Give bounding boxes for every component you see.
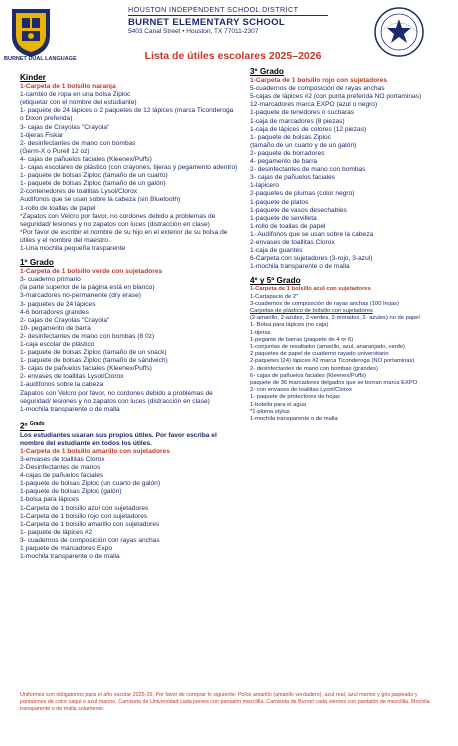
section-title-number: 2º [20,421,28,431]
section-title: 1º Grado [20,258,54,268]
section-title [20,420,238,431]
school-header [128,5,328,35]
list-item: 3-cuadernos de composición de rayas anchas (100 hojas) [250,300,399,307]
list-item: 1-Cartapacio de 2" [250,293,299,300]
list-item: 1-lapicero [250,182,279,190]
district-seal-icon [373,6,425,58]
list-item: (tamaño de un cuarto y de un galón) [250,141,357,149]
list-item: 1- paquete de 24 lápices o 2 paquetes de 12 lápices (marca Ticonderoga o Dixon preferida) [20,107,234,123]
list-item: 4-cajas de pañuelos faciales [20,472,104,480]
list-item: 2- desinfectantes de mano con bombas [250,166,366,174]
list-item: 2- paquete de borradores [250,149,325,157]
section-grado-2 [20,420,238,561]
list-item: 1-paquete de platos [250,198,309,206]
list-item: 1-bolsa para lápices [20,496,80,504]
section-grado-1 [20,259,238,414]
logo-label: BURNET DUAL LANGUAGE [4,56,77,62]
list-item: 4-6 borradores grandes [20,308,89,316]
list-item: 1-caja de marcadores (8 piezas) [250,117,345,125]
right-column [250,68,450,429]
section-title: 3º Grado [250,67,284,76]
list-item: 2-envases de toallitas Clorox [250,238,335,246]
list-item: 2-paquetes de plumas (color negro) [250,190,355,198]
list-item: 3-envases de toallitas Clorox [20,455,105,463]
list-item: 1-rollo de toallas de papel [20,204,96,212]
list-item: 1- cajas escolares de plástico (con crayones, tijeras y pegamento adentro) [20,164,238,172]
list-item: 2-Desinfectantes de manos [20,464,101,472]
list-item: 1-tijeras Fiskar [20,131,64,139]
school-name: BURNET ELEMENTARY SCHOOL [128,15,328,28]
section-title: 4º y 5º Grado [250,276,301,286]
list-item: 1-rollo de toallas de papel [250,222,326,230]
section-grado-3 [250,68,450,271]
list-item: 1-paquete de servilleta [250,214,317,222]
list-item: 1-caja de guantes [250,247,303,255]
list-item: 1-Carpeta de 1 bolsillo verde con sujetadores [20,268,163,276]
list-item: 12-marcadores marca EXPO (azul o negro) [250,101,378,109]
list-item: 1-paquete de bolsas Ziploc (galón) [20,488,122,496]
list-item: *Por favor de escribir el nombre de su hijo en el exterior de su bolsa de útiles y el nombre del maestro. [20,228,228,244]
list-item: 1-pegante de barras (paquete de 4 or 6) [250,336,354,343]
list-item: 5-cajas de lápices #2 (con punta preferida NO portaminas) [250,93,422,101]
list-item: 10- pegamento de barra [20,324,91,332]
list-item: (etiquetar con el nombre del estudiante) [20,99,137,107]
list-item: 1-conjuntas de resaltador (amarillo, azul, anaranjado, verde) [250,344,405,351]
list-item: Carpetas de plástico de bolsillo con sujetadores [250,308,373,315]
list-item: (2-amarillo, 2-azules, 2-verdes, 2-morados, 2- azules) no de papel [250,315,420,322]
list-item: 1- paquete de bolsas Ziploc [250,133,332,141]
list-item: 3- cuaderno primario [20,276,81,284]
list-item: 2-contenedores de toallitas Lysol/Clorox [20,188,138,196]
district-name: HOUSTON INDEPENDENT SCHOOL DISTRICT [128,5,299,14]
list-item: Los estudiantes usaran sus propios útiles. Por favor escriba el nombre del estudiante en todos los útiles. [20,431,217,447]
list-item: 2- cajas de Crayolas "Crayola" [20,316,110,324]
list-item: 1- paquete de protectores de hojas [250,394,340,401]
list-item: 5-cuadernos de composición de rayas anchas [250,85,385,93]
list-item: 3- cajas de Crayolas "Crayola" [20,123,110,131]
list-item: 4- pegamento de barra [250,158,318,166]
list-item: 4- cajas de pañuelos faciales (Kleenex/Puffs) [20,155,152,163]
list-item: *Zapatos con Velcro por favor, no cordones debido a problemas de seguridad/ lesiones y no zapatos con luces (distracción en clase) [20,212,216,228]
list-item: 3- cajas de pañuelos faciales [250,174,336,182]
list-item: Zapatos con Velcro por favor, no cordones debido a problemas de seguridad/ lesiones y no zapatos con luces (distracción en clase) [20,389,213,405]
list-item: 2- con envases de toallitas Lysol/Clorox [250,387,352,394]
list-item: 1-botella para el agua [250,401,307,408]
list-item: 1- Bolsa para lápices (no caja) [250,322,329,329]
list-item: 1-Carpeta de 1 bolsillo rojo con sujetadores [250,77,388,85]
list-item: 1-Carpeta de 1 bolsillo azul con sujetadores [250,286,371,293]
list-item: 1-paquete de tenedores o cucharas [250,109,355,117]
list-item: 1- paquete de bolsas Ziploc (tamaño de sándwich) [20,357,168,365]
list-item: 6- cajas de pañuelos faciales (Kleenex/Puffs) [250,372,366,379]
list-item: 3- paquetes de 24 lápices [20,300,96,308]
section-title-sup: Grado [29,420,45,427]
list-item: 1-cambio de ropa en una bolsa Ziploc [20,91,131,99]
list-item: 1-mochila transparente o de malla [250,263,350,271]
list-item: 2- desinfectantes de mano con bombas (8 0z) [20,332,155,340]
list-item: 1-Una mochila pequeña trasparente [20,244,126,252]
list-item: (la parte superior de la página está en blanco) [20,284,155,292]
list-item: Audífonos que se usan sobre la cabeza (sin Bluetooth) [20,196,181,204]
list-item: 1- paquete de bolsas Ziploc (tamaño de un cuarto) [20,172,168,180]
list-item: 2- desinfectantes de mano con bombas (grandes) [250,365,378,372]
list-item: (Germ-X o Purell 12 oz) [20,147,90,155]
list-item: 2- desinfectantes de mano con bombas [20,139,136,147]
list-item: 1- paquete de lápices #2 [20,528,93,536]
list-item: 1- Audífonos que se usan sobre la cabeza [250,230,374,238]
list-item: 1-paquete de bolsas Ziploc (un cuarto de galón) [20,480,161,488]
list-item: *1-pluma stylus [250,408,290,415]
list-item: 3-marcadores no-permanente (dry erase) [20,292,141,300]
list-item: 1-Carpeta de 1 bolsillo amarillo con sujetadores [20,520,160,528]
list-item: 1-caja escolar de plástico [20,341,95,348]
page-title: Lista de útiles escolares 2025–2026 [144,50,322,62]
section-kinder [20,74,238,253]
left-column [20,74,238,567]
list-item: 1-mochila transparente o de malla [20,405,120,413]
school-address: 5403 Canal Street • Houston, TX 77011-2307 [128,28,259,35]
list-item: 2- envases de toallitas Lysol/Clorox [20,373,124,381]
list-item: 3- cajas de pañuelos faciales (Kleenex/Puffs) [20,365,152,373]
list-item: 1-audífonos sobre la cabeza [20,381,104,389]
list-item: paquete de 36 marcadores delgados que se borran marca EXPO [250,380,418,387]
list-item: 1- paquete de bolsas Ziploc (tamaño de un galón) [20,180,166,188]
list-item: 1- paquete de bolsas Ziploc (tamaño de un snack) [20,349,167,357]
list-item: 1-tijeras [250,329,271,336]
list-item: 1-mochila transparente o de malla [20,553,120,561]
section-grado-4-5 [250,277,450,423]
list-item: 6-Carpeta con sujetadores (3-rojo, 3-azul) [250,255,373,263]
uniform-note: Uniformes son obligatorios para el año escolar 2025-26. Por favor de comprar lo siguiente: Polos amarillo (amarillo verdadero), azul real, azul marino y gris jaspeado y pantalones de color caqui o azul marino. Camiseta de Universidad cada jueves con pantalón mezclilla. Camiseta de Burnet cada viernes con pantalón de mezclilla. Mochila transparente o de malla solamente. [20,692,430,713]
list-item: 1-mochila transparente o de malla [250,416,338,423]
list-item: 1-Carpeta de 1 bolsillo amarillo con sujetadores [20,447,170,455]
list-item: 3- cuadernos de composición con rayas anchas [20,536,160,544]
section-title: Kinder [20,73,46,82]
list-item: 1 paquete de marcadores Expo [20,544,113,552]
burnet-crest-logo [8,6,54,58]
list-item: 1-caja de lápices de colores (12 piezas) [250,125,367,133]
list-item: 1-paquete de vasos desechables [250,206,347,214]
list-item: 2-paquetes (24) lápices #2 marca Ticonderoga (NO portaminas) [250,358,415,365]
list-item: 1-Carpeta de 1 bolsillo azul con sujetadores [20,504,149,512]
list-item: 1-Carpeta de 1 bolsillo naranja [20,83,116,91]
list-item: 1-Carpeta de 1 bolsillo rojo con sujetadores [20,512,148,520]
list-item: 2 paquetes de papel de cuaderno rayado universitario [250,351,389,358]
